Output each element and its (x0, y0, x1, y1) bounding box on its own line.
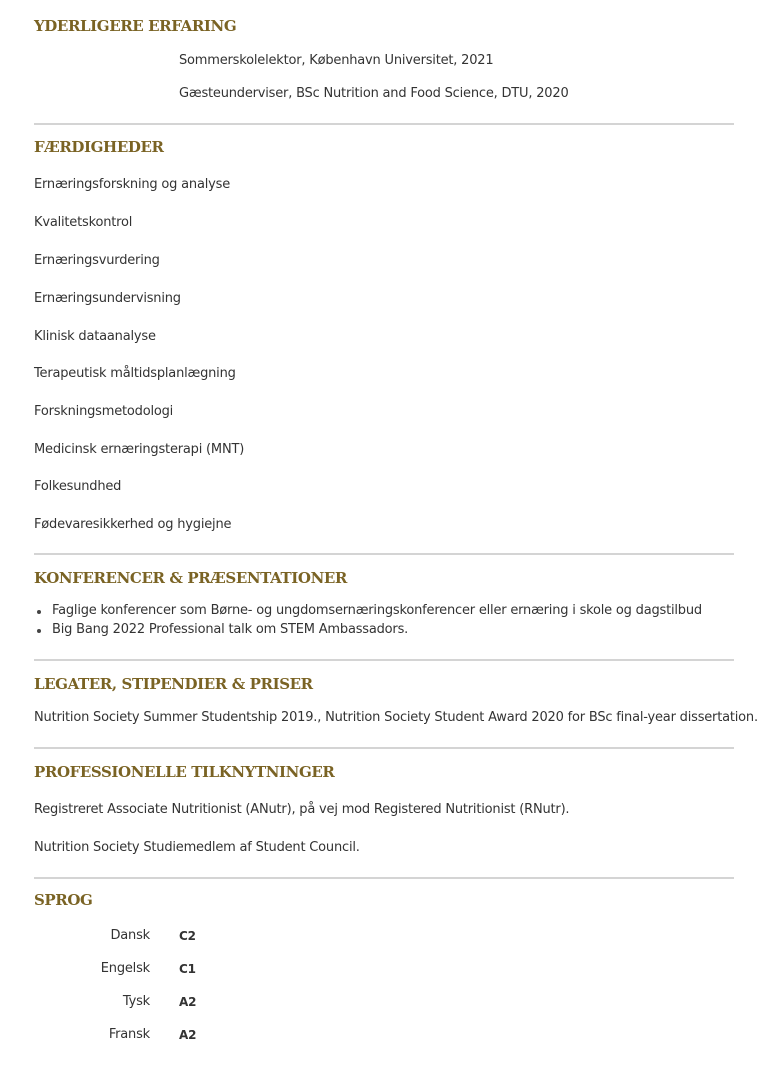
section-title-awards: LEGATER, STIPENDIER & PRISER (34, 675, 313, 693)
skill-item: Ernæringsforskning og analyse (34, 177, 230, 192)
affiliations-section (34, 763, 734, 855)
skills-section (34, 138, 734, 532)
language-row (34, 1026, 334, 1044)
additional-experience-section (34, 17, 734, 101)
language-name: Fransk (108, 1027, 150, 1042)
section-title-skills: FÆRDIGHEDER (34, 138, 164, 156)
language-level: C2 (179, 929, 196, 943)
skill-item: Klinisk dataanalyse (34, 329, 156, 344)
language-level: C1 (179, 962, 196, 976)
skill-item: Folkesundhed (34, 479, 122, 494)
section-title-affiliations: PROFESSIONELLE TILKNYTNINGER (34, 763, 335, 781)
section-divider (34, 659, 734, 661)
section-divider (34, 123, 734, 125)
skill-item: Fødevaresikkerhed og hygiejne (34, 517, 232, 532)
conference-list (34, 602, 702, 640)
skill-item: Ernæringsundervisning (34, 291, 181, 306)
language-row (34, 960, 334, 978)
experience-item: Sommerskolelektor, København Universitet, 2021 (179, 53, 494, 68)
section-divider (34, 747, 734, 749)
languages-section (34, 891, 734, 1042)
affiliation-item: Registreret Associate Nutritionist (ANutr), på vej mod Registered Nutritionist (RNutr). (34, 802, 570, 817)
section-divider (34, 553, 734, 555)
language-level: A2 (179, 1028, 197, 1042)
skill-item: Terapeutisk måltidsplanlægning (34, 366, 236, 381)
affiliation-item: Nutrition Society Studiemedlem af Student Council. (34, 840, 360, 855)
conference-item: Big Bang 2022 Professional talk om STEM Ambassadors. (34, 621, 702, 640)
skill-item: Ernæringsvurdering (34, 253, 160, 268)
skill-item: Kvalitetskontrol (34, 215, 133, 230)
language-name: Tysk (122, 994, 150, 1009)
language-name: Engelsk (100, 961, 150, 976)
section-title-additional-experience: YDERLIGERE ERFARING (34, 17, 237, 35)
language-row (34, 993, 334, 1011)
section-title-languages: SPROG (34, 891, 93, 909)
language-level: A2 (179, 995, 197, 1009)
awards-text: Nutrition Society Summer Studentship 2019., Nutrition Society Student Award 2020 for BSc final-year dissertation. (34, 710, 758, 725)
section-title-conferences: KONFERENCER & PRÆSENTATIONER (34, 569, 347, 587)
conference-item: Faglige konferencer som Børne- og ungdomsernæringskonferencer eller ernæring i skole og dagstilbud (34, 602, 702, 621)
section-divider (34, 877, 734, 879)
skill-item: Forskningsmetodologi (34, 404, 174, 419)
conferences-section (34, 569, 734, 637)
skill-item: Medicinsk ernæringsterapi (MNT) (34, 442, 245, 457)
language-row (34, 927, 334, 945)
language-name: Dansk (110, 928, 150, 943)
awards-section (34, 675, 758, 725)
experience-item: Gæsteunderviser, BSc Nutrition and Food Science, DTU, 2020 (179, 86, 569, 101)
